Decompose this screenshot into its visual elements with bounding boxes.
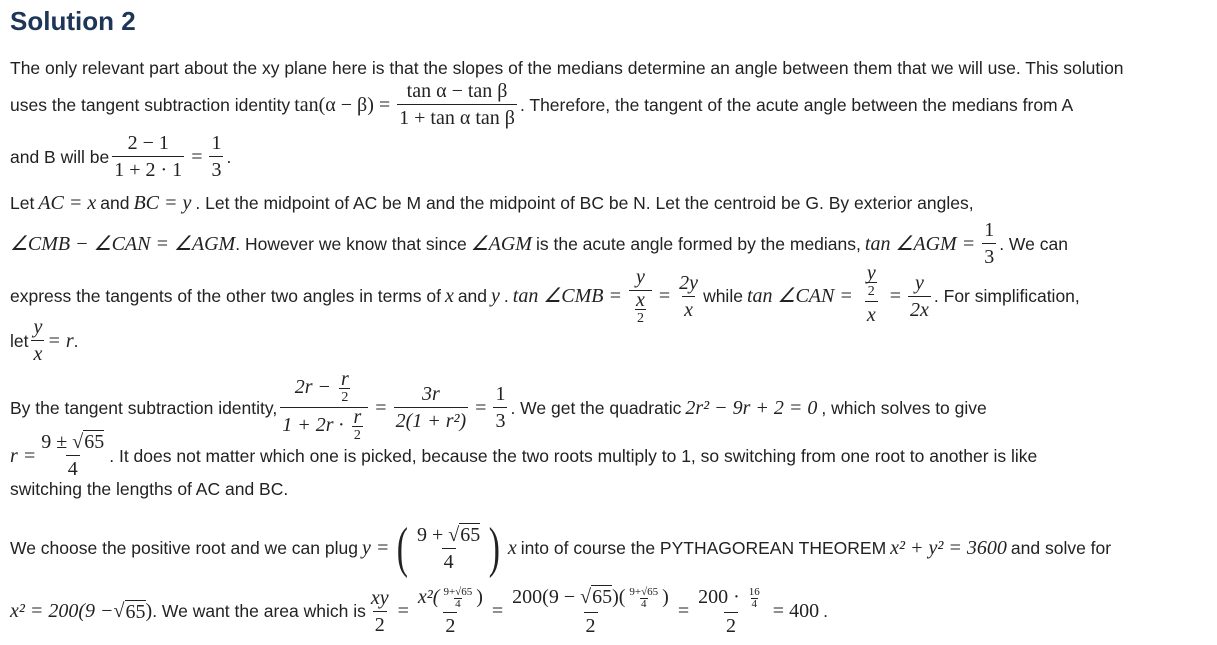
- fraction: [677, 272, 700, 321]
- equals: =: [491, 600, 504, 623]
- fraction: [865, 262, 878, 299]
- numerator: 3r: [421, 383, 440, 405]
- denominator: x: [865, 301, 878, 326]
- denominator: 2: [724, 612, 738, 637]
- fraction: [860, 262, 883, 326]
- left-paren: (: [397, 517, 409, 579]
- numerator: r: [353, 406, 362, 428]
- fraction: [31, 316, 44, 365]
- sqrt-sign: √: [72, 431, 84, 453]
- text: switching the lengths of AC and BC.: [10, 479, 289, 499]
- math: )(: [612, 586, 626, 608]
- fraction: [397, 80, 517, 129]
- numerator: 9+√65: [629, 585, 659, 598]
- denominator: 1 + 2 · 1: [112, 156, 184, 181]
- text: . We want the area which is: [152, 601, 366, 622]
- math: 1 + 2r ·: [282, 414, 344, 437]
- denominator: x: [31, 340, 44, 365]
- numerator: y: [915, 271, 924, 294]
- math: x² + y² = 3600: [890, 537, 1007, 559]
- text: into of course the PYTHAGOREAN THEOREM: [520, 538, 887, 558]
- equals: =: [397, 600, 409, 623]
- math: x² = 200(9 −: [10, 600, 114, 623]
- numerator: [39, 431, 106, 455]
- numerator: y: [33, 316, 43, 338]
- text: We choose the positive root and we can plug: [10, 538, 358, 558]
- denominator: 3: [493, 407, 507, 432]
- radicand: 65: [460, 523, 481, 546]
- fraction: [748, 587, 761, 610]
- math: = r: [47, 329, 74, 352]
- fraction: [415, 524, 482, 573]
- text: and solve for: [1010, 538, 1112, 558]
- denominator: 2: [867, 284, 875, 299]
- numerator: y: [866, 262, 876, 284]
- numerator: xy: [370, 586, 389, 609]
- math: 9 ±: [41, 431, 68, 453]
- paragraph-line: [10, 316, 79, 365]
- text: uses the tangent subtraction identity: [10, 94, 291, 115]
- equals: =: [677, 600, 690, 623]
- numerator: 1: [984, 219, 995, 241]
- denominator: 2: [584, 612, 598, 637]
- math: y: [491, 285, 500, 307]
- numerator: y: [636, 266, 645, 288]
- numerator: [293, 368, 356, 407]
- numerator: x: [636, 289, 645, 311]
- denominator: 2: [373, 611, 387, 636]
- math: ): [662, 586, 669, 608]
- numerator: 2y: [679, 271, 699, 294]
- paragraph-line: [10, 219, 1068, 268]
- sqrt-sign: √: [448, 523, 460, 546]
- numerator: 1: [495, 383, 506, 405]
- paragraph-line: [10, 431, 1037, 480]
- math: x: [507, 537, 517, 559]
- numerator: [416, 586, 485, 612]
- numerator: tan α − tan β: [406, 80, 508, 102]
- math: 2r² − 9r + 2 = 0: [685, 396, 818, 419]
- fraction: [510, 586, 671, 637]
- denominator: x: [682, 296, 695, 321]
- math: tan ∠CMB =: [512, 285, 622, 307]
- fraction: [696, 586, 766, 637]
- fraction: [442, 587, 473, 610]
- math: ∠AGM: [470, 232, 532, 255]
- sqrt-sign: √: [580, 586, 592, 608]
- denominator: 2x: [908, 296, 931, 321]
- numerator: 1: [211, 132, 222, 154]
- math: ): [476, 586, 483, 608]
- numerator: r: [340, 368, 349, 390]
- text: Let: [10, 193, 35, 213]
- numerator: 2 − 1: [127, 132, 169, 154]
- denominator: 4: [751, 597, 758, 610]
- numerator: 9+√65: [443, 585, 473, 598]
- denominator: 4: [442, 548, 456, 573]
- text: . Let the midpoint of AC be M and the midpoint of BC be N. Let the centroid be G. By exterior angles,: [195, 193, 974, 213]
- paragraph-line: [10, 57, 1124, 79]
- text: . For simplification,: [933, 286, 1080, 306]
- denominator: [629, 290, 652, 326]
- text: . It does not matter which one is picked, because the two roots multiply to 1, so switching from one root to another is like: [109, 445, 1038, 466]
- denominator: 4: [455, 597, 461, 610]
- denominator: 2(1 + r²): [394, 407, 469, 432]
- text: . However we know that since: [235, 233, 467, 254]
- math: ): [145, 600, 153, 623]
- sqrt-sign: √: [113, 600, 125, 623]
- numerator: [415, 524, 482, 548]
- equals: =: [889, 285, 902, 307]
- math: 9 +: [416, 523, 444, 546]
- text: .: [73, 330, 79, 351]
- radicand: 65: [125, 600, 146, 623]
- denominator: 2: [636, 311, 644, 326]
- text: The only relevant part about the xy plane here is that the slopes of the medians determine an angle between them that we will use. This solution: [10, 58, 1124, 78]
- text: and B will be: [10, 146, 110, 167]
- numerator: [510, 586, 671, 612]
- paragraph-line: [10, 192, 974, 214]
- paragraph-line: [10, 262, 1080, 326]
- text: and: [100, 193, 130, 213]
- fraction: [209, 132, 223, 181]
- math: AC = x: [38, 192, 97, 214]
- fraction: [629, 266, 652, 326]
- fraction: [982, 219, 996, 268]
- fraction: [908, 272, 931, 321]
- math: x: [444, 285, 454, 307]
- text: , which solves to give: [821, 397, 987, 418]
- text: .: [503, 286, 509, 306]
- equals: =: [191, 145, 203, 168]
- text: . Therefore, the tangent of the acute angle between the medians from A: [519, 94, 1074, 115]
- fraction: [493, 383, 507, 432]
- math: y =: [361, 537, 390, 559]
- math: tan(α − β) =: [294, 93, 391, 116]
- denominator: 1 + tan α tan β: [397, 104, 517, 129]
- denominator: 2: [443, 612, 457, 637]
- numerator: 16: [748, 585, 760, 598]
- math: tan ∠AGM =: [864, 232, 976, 255]
- fraction: [416, 586, 485, 637]
- fraction: [369, 587, 391, 636]
- fraction: [394, 383, 469, 432]
- text: while: [703, 286, 743, 306]
- fraction: [634, 289, 647, 326]
- numerator: [860, 262, 883, 301]
- denominator: 3: [209, 156, 223, 181]
- equals: =: [658, 285, 671, 307]
- text: . We get the quadratic: [510, 397, 682, 418]
- equals: =: [375, 396, 387, 419]
- paragraph-line: [10, 478, 288, 500]
- text: .: [823, 601, 828, 622]
- math: tan ∠CAN =: [746, 285, 853, 307]
- text: express the tangents of the other two angles in terms of: [10, 286, 441, 306]
- math: ∠CMB − ∠CAN = ∠AGM: [10, 232, 236, 255]
- page-title: Solution 2: [10, 6, 136, 36]
- math: 200 ·: [698, 586, 740, 608]
- math: 200(9 −: [512, 586, 576, 608]
- math: r =: [10, 444, 37, 467]
- text: let: [10, 330, 29, 351]
- denominator: 3: [982, 243, 996, 268]
- denominator: 2: [341, 390, 349, 405]
- denominator: 2: [353, 428, 361, 443]
- math: x²(: [417, 586, 440, 608]
- radicand: 65: [592, 586, 613, 608]
- fraction: [112, 132, 184, 181]
- text: and: [457, 286, 488, 306]
- paragraph-line: [10, 586, 828, 637]
- paragraph-line: [10, 517, 1112, 579]
- text: .: [226, 146, 232, 167]
- math: 2r −: [294, 376, 331, 399]
- text: is the acute angle formed by the medians,: [535, 233, 861, 254]
- equals: =: [475, 396, 487, 419]
- right-paren: ): [488, 517, 501, 579]
- denominator: 4: [66, 455, 80, 480]
- paragraph-line: [10, 132, 231, 181]
- fraction: [39, 431, 106, 480]
- fraction: [339, 368, 351, 405]
- radicand: 65: [84, 431, 105, 453]
- paragraph-line: [10, 80, 1073, 129]
- denominator: 4: [641, 597, 647, 610]
- text: . We can: [999, 233, 1068, 254]
- numerator: [696, 586, 766, 612]
- text: By the tangent subtraction identity,: [10, 397, 278, 418]
- result: = 400: [772, 600, 820, 623]
- math: BC = y: [133, 192, 192, 214]
- fraction: [628, 587, 659, 610]
